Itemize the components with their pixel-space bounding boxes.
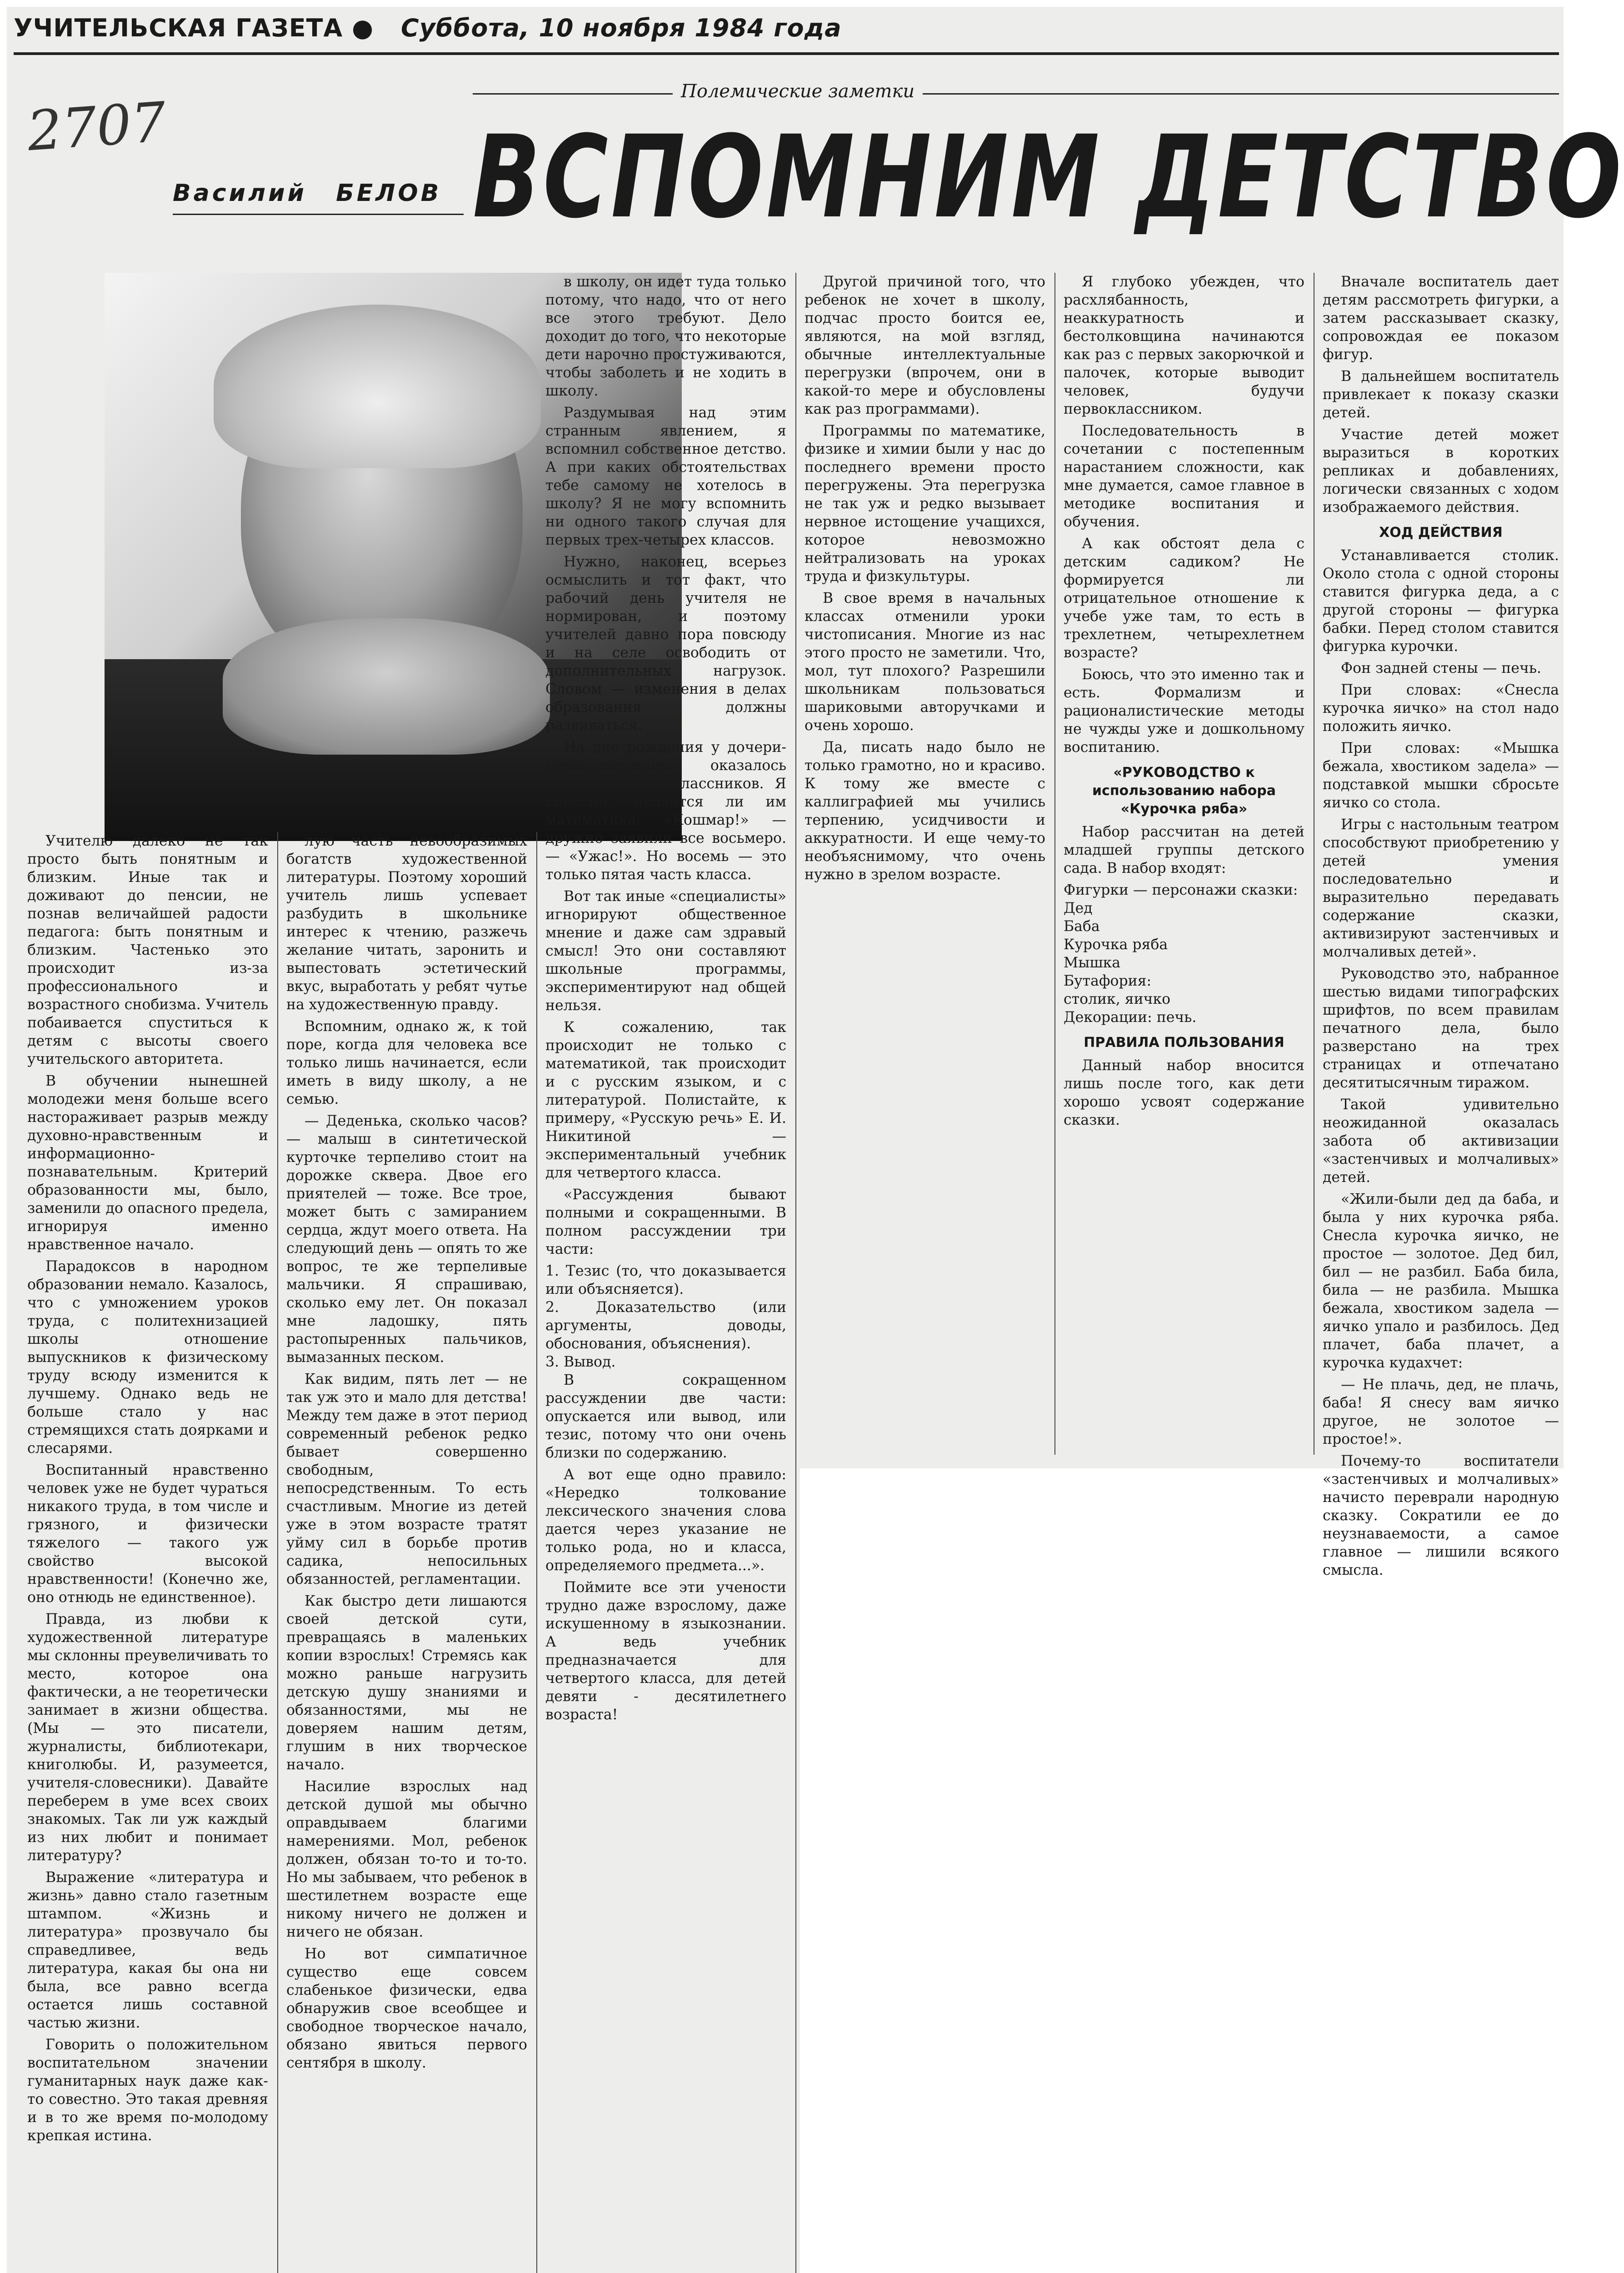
masthead-rule xyxy=(14,52,1559,55)
list-item: 2. Доказательство (или аргументы, доводы, обоснования, объяснения). xyxy=(545,1299,786,1352)
paragraph: В дальнейшем воспитатель привлекает к показу сказки детей. xyxy=(1323,368,1559,421)
list-item: Дед xyxy=(1064,900,1093,916)
author-last-name: БЕЛОВ xyxy=(336,180,442,207)
paragraph: Набор рассчитан на детей младшей группы детского сада. В набор входят: xyxy=(1064,824,1304,876)
paragraph: Такой удивительно неожиданной оказалась забота об активизации «застенчивых и молчаливых» детей. xyxy=(1323,1096,1559,1186)
author-byline xyxy=(173,180,441,207)
article-column-5 xyxy=(1064,273,1304,1455)
paragraph: К сожалению, так происходит не только с математикой, так происходит и с русским языком, и с литературой. Полистайте, к примеру, «Русскую речь» Е. И. Никитиной — экспериментальный учебник для четвертого класса. xyxy=(545,1019,786,1181)
list-item: Курочка ряба xyxy=(1064,936,1168,953)
paragraph: Вначале воспитатель дает детям рассмотреть фигурки, а затем рассказывает сказку, сопровождая ее показом фигур. xyxy=(1323,274,1559,363)
list-item: столик, яичко xyxy=(1064,991,1171,1007)
list-item: 3. Вывод. xyxy=(545,1354,616,1370)
paragraph: Раздумывая над этим странным явлением, я вспомнил собственное детство. А при каких обстоятельствах тебе самому не хотелось в школу? Я не могу вспомнить ни одного такого случая для первых трех-четырех классов. xyxy=(545,405,786,548)
column-separator xyxy=(795,273,796,2273)
paragraph: Учителю далеко не так просто быть понятным и близким. Иные так и доживают до пенсии, не познав величайшей радости педагога: быть понятным и близким. Частенько это происходит из-за профессионального и возрастного снобизма. Учитель побаивается спуститься к детям с высоты своего учительского авторитета. xyxy=(27,833,268,1067)
paragraph: Правда, из любви к художественной литературе мы склонны преувеличивать то место, которое она фактически, а не теоретически занимает в жизни общества. (Мы — это писатели, журналисты, библиотекари, книголюбы. И, разумеется, учителя-словесники). Давайте переберем в уме всех своих знакомых. Так ли уж каждый из них любит и понимает литературу? xyxy=(27,1611,268,1864)
paragraph: В сокращенном рассуждении две части: опускается или вывод, или тезис, потому что они очень близки по содержанию. xyxy=(545,1372,786,1461)
paragraph: Говорить о положительном воспитательном значении гуманитарных наук даже как-то совестно. Это такая древняя и в то же время по-молодому крепкая истина. xyxy=(27,2037,268,2144)
handwritten-number: 2707 xyxy=(25,90,168,164)
paragraph: Боюсь, что это именно так и есть. Формализм и рационалистические методы не чужды уже и дошкольному воспитанию. xyxy=(1064,666,1304,756)
paragraph: Последовательность в сочетании с постепенным нарастанием сложности, как мне думается, самое главное в методике воспитания и обучения. xyxy=(1064,423,1304,530)
author-first-name: Василий xyxy=(173,180,307,207)
article-column-1 xyxy=(27,832,268,2273)
paragraph: Участие детей может выразиться в коротких репликах и добавлениях, логически связанных с ходом изображаемого действия. xyxy=(1323,426,1559,516)
author-underline xyxy=(173,214,464,215)
paragraph: Но вот симпатичное существо еще совсем слабенькое физически, едва обнаружив свое всеобщее и свободное творческое начало, обязано явиться первого сентября в школу. xyxy=(286,1946,527,2071)
paragraph: Нужно, наконец, всерьез осмыслить и тот факт, что рабочий день учителя не нормирован, и поэтому учителей давно пора повсюду и на селе освободить от дополнительных нагрузок. Словом — изменения в делах образования должны развиваться. xyxy=(545,554,786,734)
headline: ВСПОМНИМ ДЕТСТВО xyxy=(473,111,1624,243)
rubric-rule xyxy=(473,93,1559,95)
paragraph: — Деденька, сколько часов? — малыш в синтетической курточке терпеливо стоит на дорожке сквера. Двое его приятелей — тоже. Все трое, может быть с замиранием сердца, ждут моего ответа. На следующий день — опять то же вопрос, те же терпеливые мальчики. Я спрашиваю, сколько ему лет. Он показал мне ладошку, пять растопыренных пальчиков, вымазанных песком. xyxy=(286,1113,527,1366)
paragraph: Данный набор вносится лишь после того, как дети хорошо усвоят содержание сказки. xyxy=(1064,1057,1304,1128)
paragraph: Вспомним, однако ж, к той поре, когда для человека все только лишь начинается, если иметь в виду школу, а не семью. xyxy=(286,1018,527,1107)
list-item: Бутафория: xyxy=(1064,973,1152,989)
rubric: Полемические заметки xyxy=(673,81,923,102)
paragraph: При словах: «Мышка бежала, хвостиком задела» — подставкой мышки сбросьте яичко со стола. xyxy=(1323,740,1559,811)
paragraph: Фон задней стены — печь. xyxy=(1341,660,1542,676)
list-item: Фигурки — персонажи сказки: xyxy=(1064,882,1298,898)
paragraph: «Рассуждения бывают полными и сокращенными. В полном рассуждении три части: xyxy=(545,1187,786,1257)
paragraph: Вот так иные «специалисты» игнорируют общественное мнение и даже сам здравый смысл! Это они составляют школьные программы, экспериментируют над общей нельзя. xyxy=(545,888,786,1014)
subheading: ХОД ДЕЙСТВИЯ xyxy=(1379,525,1503,541)
portrait-hand xyxy=(223,618,550,755)
masthead-date: Суббота, 10 ноября 1984 года xyxy=(400,14,842,42)
paragraph: Устанавливается столик. Около стола с одной стороны ставится фигурка деда, а с другой стороны — фигурка бабки. Перед столом ставится фигурка курочки. xyxy=(1323,547,1559,655)
paragraph: Поймите все эти учености трудно даже взрослому, даже искушенному в языкознании. А ведь учебник предназначается для четвертого класса, для детей девяти - десятилетнего возраста! xyxy=(545,1579,786,1723)
column-separator xyxy=(277,832,278,2273)
paragraph: Игры с настольным театром способствуют приобретению у детей умения последовательно и выразительно передавать содержание сказки, активизируют застенчивых и молчаливых детей». xyxy=(1323,816,1559,960)
paragraph: В свое время в начальных классах отменили уроки чистописания. Многие из нас этого просто не заметили. Что, мол, тут плохого? Разрешили школьникам пользоваться шариковыми авторучками и очень хорошо. xyxy=(805,590,1045,734)
subheading: ПРАВИЛА ПОЛЬЗОВАНИЯ xyxy=(1084,1035,1284,1051)
paragraph: Другой причиной того, что ребенок не хочет в школу, подчас просто боится ее, являются, на мой взгляд, обычные интеллектуальные перегрузки (впрочем, они в какой-то мере и обусловлены как раз программами). xyxy=(805,274,1045,417)
column-separator xyxy=(536,832,537,2273)
paragraph: Парадоксов в народном образовании немало. Казалось, что с умножением уроков труда, с политехнизацией школы отношение выпускников к физическому труду всюду изменится к лучшему. Однако ведь не больше стало у нас стремящихся стать доярками и слесарями. xyxy=(27,1258,268,1457)
paragraph: Почему-то воспитатели «застенчивых и молчаливых» начисто переврали народную сказку. Сократили ее до неузнаваемости, а самое главное — лишили всякого смысла. xyxy=(1323,1453,1559,1578)
list-item: 1. Тезис (то, что доказывается или объясняется). xyxy=(545,1263,786,1297)
paragraph: Да, писать надо было не только грамотно, но и красиво. К тому же вместе с каллиграфией мы учились терпению, усидчивости и аккуратности. И еще чему-то необъяснимому, что очень нужно в зрелом возрасте. xyxy=(805,739,1045,883)
article-column-3 xyxy=(545,273,786,2273)
paragraph: лую часть невообразимых богатств художественной литературы. Поэтому хороший учитель лишь успевает разбудить в школьнике интерес к чтению, разжечь желание читать, заронить и выпестовать эстетический вкус, выработать у ребят чутье на художественную правду. xyxy=(286,833,527,1013)
paragraph: Как видим, пять лет — не так уж это и мало для детства! Между тем даже в этот период современный ребенок редко бывает совершенно свободным, непосредственным. То есть счастливым. Многие из детей уже в этом возрасте тратят уйму сил в борьбе против садика, непосильных обязанностей, регламентации. xyxy=(286,1371,527,1587)
paragraph: в школу, он идет туда только потому, что надо, что от него все этого требуют. Дело доходит до того, что некоторые дети нарочно простуживаются, чтобы заболеть и не ходить в школу. xyxy=(545,274,786,399)
paragraph: «Жили-были дед да баба, и была у них курочка ряба. Снесла курочка яичко, не простое — золотое. Дед бил, бил — не разбил. Баба била, била — не разбила. Мышка бежала, хвостиком задела — яичко упало и разбилось. Дед плачет, баба плачет, а курочка кудахчет: xyxy=(1323,1191,1559,1371)
paragraph: А вот еще одно правило: «Нередко толкование лексического значения слова дается через указание не только рода, но и класса, определяемого предмета...». xyxy=(545,1467,786,1574)
column-separator xyxy=(1054,273,1055,1455)
paragraph: Программы по математике, физике и химии были у нас до последнего времени просто перегружены. Эта перегрузка не так уж и редко вызывает нервное истощение учащихся, которое невозможно нейтрализовать на уроках труда и физкультуры. xyxy=(805,423,1045,585)
paragraph: — Не плачь, дед, не плачь, баба! Я снесу вам яичко другое, не золотое — простое!». xyxy=(1323,1377,1559,1447)
paragraph: На дне рождения у дочери-первоклассницы оказалось восемь ее одноклассников. Я спросил, нравится ли им математика. «Кошмар!» — дружно заявили все восьмеро. — «Ужас!». Но восемь — это только пятая часть класса. xyxy=(545,739,786,883)
list-item: Декорации: печь. xyxy=(1064,1009,1197,1026)
subheading: «РУКОВОДСТВО к использованию набора «Курочка ряба» xyxy=(1092,765,1276,817)
paragraph: При словах: «Снесла курочка яичко» на стол надо положить яичко. xyxy=(1323,682,1559,735)
article-column-4 xyxy=(805,273,1045,1455)
article-column-2 xyxy=(286,832,527,2273)
paragraph: Я глубоко убежден, что расхлябанность, неаккуратность и бестолковщина начинаются как раз с первых закорючкой и палочек, которые выводит человек, будучи первоклассником. xyxy=(1064,274,1304,417)
list-item: Баба xyxy=(1064,918,1100,935)
paragraph: Руководство это, набранное шестью видами типографских шрифтов, по всем правилам печатного дела, было разверстано на трех страницах и отпечатано десятитысячным тиражом. xyxy=(1323,966,1559,1091)
paragraph: Насилие взрослых над детской душой мы обычно оправдываем благими намерениями. Мол, ребенок должен, обязан то-то и то-то. Но мы забываем, что ребенок в шестилетнем возрасте еще никому ничего не должен и ничего не обязан. xyxy=(286,1778,527,1940)
masthead-paper-name: УЧИТЕЛЬСКАЯ ГАЗЕТА ● xyxy=(14,14,374,42)
list-item: Мышка xyxy=(1064,955,1121,971)
masthead xyxy=(14,14,1559,50)
paragraph: Как быстро дети лишаются своей детской сути, превращаясь в маленьких копии взрослых! Стремясь как можно раньше нагрузить детскую душу знаниями и обязанностями, мы не доверяем нашим детям, глушим в них творческое начало. xyxy=(286,1593,527,1773)
article-column-6 xyxy=(1323,273,1559,1578)
paragraph: Выражение «литература и жизнь» давно стало газетным штампом. «Жизнь и литература» прозвучало бы справедливее, ведь литература, какая бы она ни была, все равно всегда остается лишь составной частью жизни. xyxy=(27,1869,268,2031)
paragraph: А как обстоят дела с детским садиком? Не формируется ли отрицательное отношение к учебе уже там, то есть в трехлетнем, четырехлетнем возрасте? xyxy=(1064,536,1304,661)
paragraph: Воспитанный нравственно человек уже не будет чураться никакого труда, в том числе и грязного, и физически тяжелого — такого уж свойство высокой нравственности! (Конечно же, оно отнюдь не единственное). xyxy=(27,1462,268,1606)
paragraph: В обучении нынешней молодежи меня больше всего настораживает разрыв между духовно-нравственным и информационно-познавательным. Критерий образованности мы, было, заменили до опасного предела, игнорируя именно нравственное начало. xyxy=(27,1073,268,1253)
portrait-hair xyxy=(214,305,541,468)
